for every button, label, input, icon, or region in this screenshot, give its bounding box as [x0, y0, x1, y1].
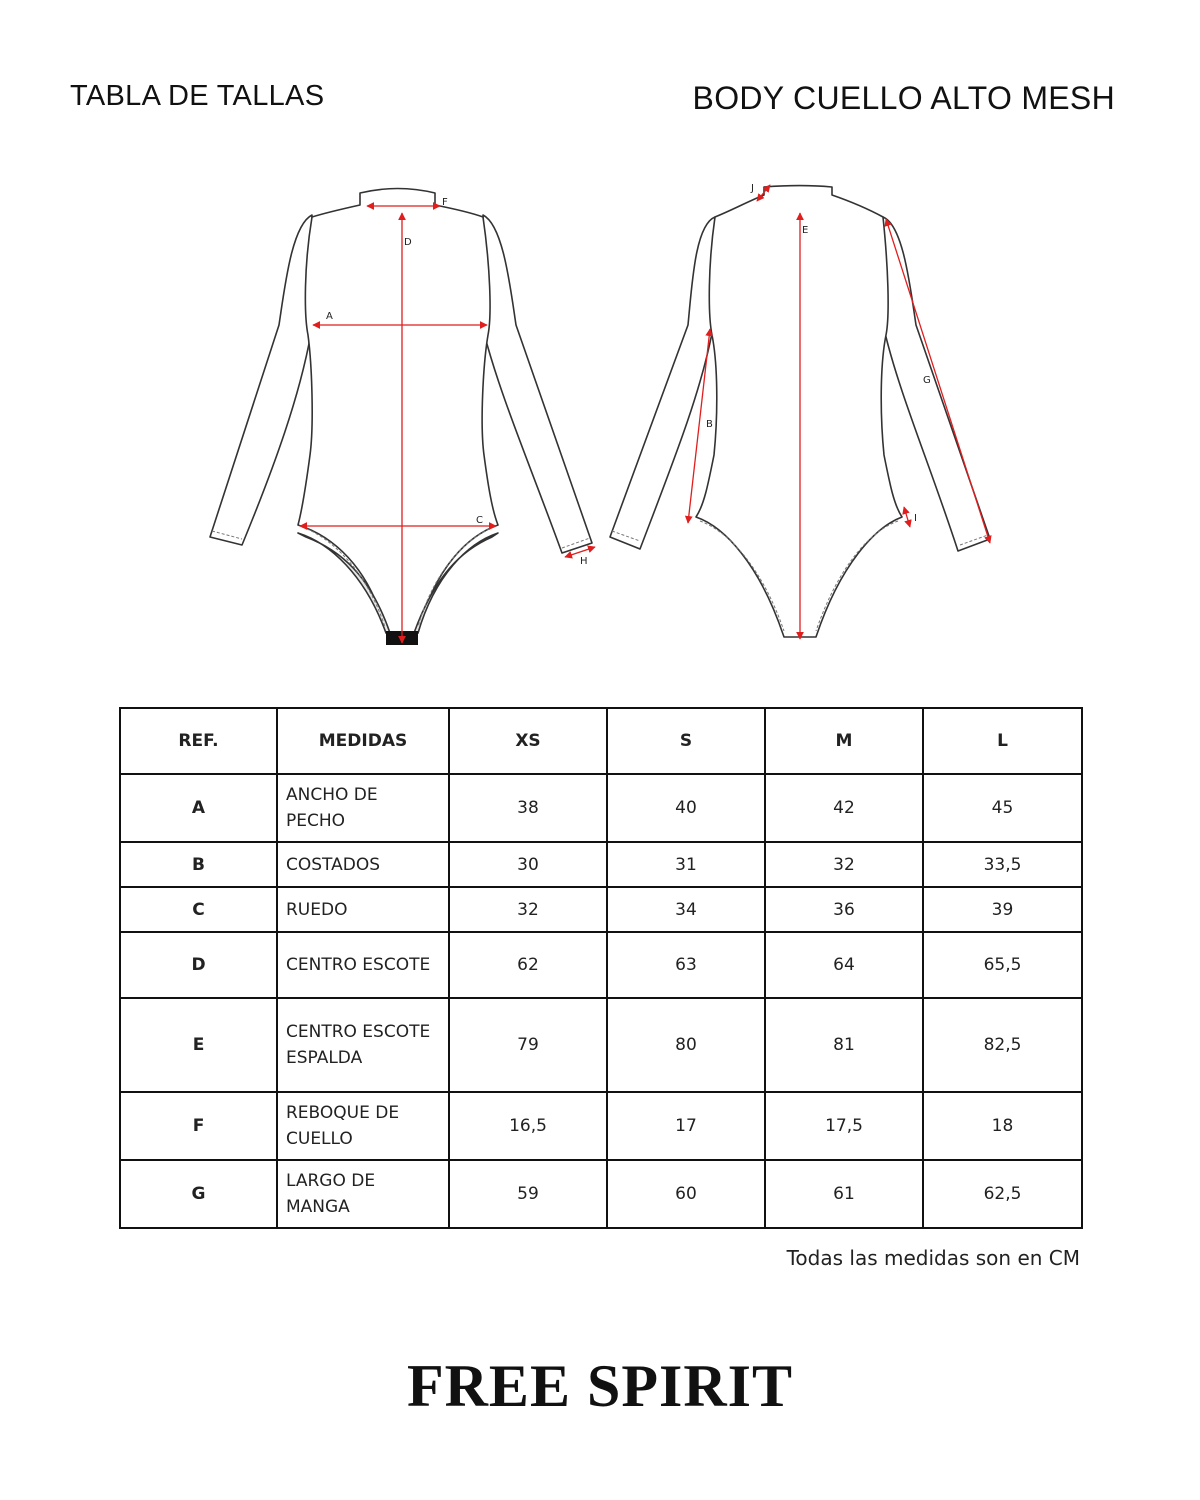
row-ref: E [120, 998, 277, 1092]
row-measure: ANCHO DE PECHO [277, 774, 449, 842]
table-row [120, 887, 1082, 932]
row-ref: B [120, 842, 277, 887]
cell-xs: 38 [449, 774, 607, 842]
header-s: S [607, 708, 765, 774]
back-right-sleeve [883, 217, 990, 551]
table-row [120, 932, 1082, 998]
cell-xs: 79 [449, 998, 607, 1092]
cell-s: 34 [607, 887, 765, 932]
cell-l: 39 [923, 887, 1082, 932]
cell-s: 17 [607, 1092, 765, 1160]
front-view [210, 189, 595, 646]
brand-logo: FREE SPIRIT [406, 1353, 794, 1419]
front-left-sleeve [210, 215, 312, 545]
cell-xs: 16,5 [449, 1092, 607, 1160]
cell-l: 45 [923, 774, 1082, 842]
cell-s: 40 [607, 774, 765, 842]
cell-s: 63 [607, 932, 765, 998]
cell-xs: 59 [449, 1160, 607, 1228]
cell-m: 64 [765, 932, 923, 998]
table-row [120, 998, 1082, 1092]
cell-l: 65,5 [923, 932, 1082, 998]
label-e: E [802, 225, 809, 236]
row-measure: CENTRO ESCOTE [277, 932, 449, 998]
label-f: F [442, 197, 448, 208]
cell-xs: 30 [449, 842, 607, 887]
header-medidas: MEDIDAS [277, 708, 449, 774]
label-i: I [914, 513, 917, 524]
cell-xs: 32 [449, 887, 607, 932]
cell-l: 62,5 [923, 1160, 1082, 1228]
label-j: J [751, 183, 754, 194]
back-view [610, 183, 990, 639]
units-note: Todas las medidas son en CM [786, 1246, 1080, 1270]
cell-l: 18 [923, 1092, 1082, 1160]
header-l: L [923, 708, 1082, 774]
back-left-sleeve [610, 217, 715, 549]
label-d: D [404, 237, 412, 248]
label-a: A [326, 311, 333, 322]
table-row [120, 842, 1082, 887]
back-body [696, 186, 902, 638]
row-measure: COSTADOS [277, 842, 449, 887]
row-ref: G [120, 1160, 277, 1228]
header-ref: REF. [120, 708, 277, 774]
row-ref: F [120, 1092, 277, 1160]
cell-m: 32 [765, 842, 923, 887]
cell-m: 36 [765, 887, 923, 932]
cell-s: 31 [607, 842, 765, 887]
front-body [298, 189, 498, 634]
size-table [119, 707, 1083, 1229]
table-row [120, 1160, 1082, 1228]
row-ref: A [120, 774, 277, 842]
garment-diagram [180, 165, 1020, 665]
cell-m: 61 [765, 1160, 923, 1228]
table-row [120, 1092, 1082, 1160]
product-title: BODY CUELLO ALTO MESH [692, 80, 1115, 116]
label-c: C [476, 515, 483, 526]
table-header-row [120, 708, 1082, 774]
header-xs: XS [449, 708, 607, 774]
label-g: G [923, 375, 931, 386]
table-row [120, 774, 1082, 842]
row-ref: D [120, 932, 277, 998]
cell-l: 33,5 [923, 842, 1082, 887]
row-measure: CENTRO ESCOTE ESPALDA [277, 998, 449, 1092]
cell-xs: 62 [449, 932, 607, 998]
front-right-sleeve [483, 215, 592, 553]
cell-m: 42 [765, 774, 923, 842]
size-chart-title: TABLA DE TALLAS [70, 80, 325, 112]
cell-l: 82,5 [923, 998, 1082, 1092]
cell-m: 17,5 [765, 1092, 923, 1160]
row-measure: RUEDO [277, 887, 449, 932]
row-measure: REBOQUE DE CUELLO [277, 1092, 449, 1160]
cell-m: 81 [765, 998, 923, 1092]
header-m: M [765, 708, 923, 774]
cell-s: 80 [607, 998, 765, 1092]
label-h: H [580, 556, 588, 567]
label-b: B [706, 419, 713, 430]
row-ref: C [120, 887, 277, 932]
cell-s: 60 [607, 1160, 765, 1228]
row-measure: LARGO DE MANGA [277, 1160, 449, 1228]
